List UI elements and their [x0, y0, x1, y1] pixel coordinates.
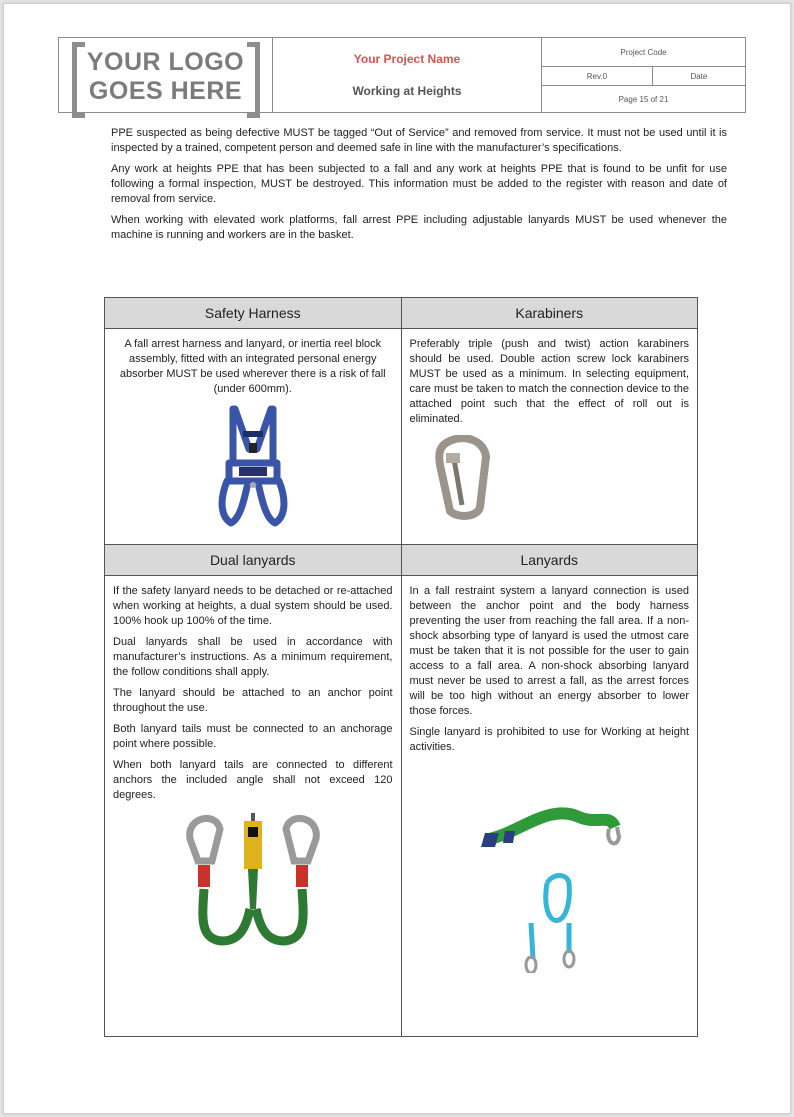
karabiners-text: Preferably triple (push and twist) action karabiners should be used. Double action screw lock karabiners MUST be used as a minimum. In selecting equipment, care must be taken to match the connection device to the attached point such that the effect of roll out is eliminated. — [409, 338, 689, 425]
intro-paragraph: PPE suspected as being defective MUST be tagged “Out of Service” and removed from service. It must not be used until it is inspected by a trained, competent person and deemed safe in line with the manufacturer’s specifications. — [111, 127, 727, 154]
lanyards-paragraph: Single lanyard is prohibited to use for Working at height activities. — [409, 726, 689, 753]
dual-lanyards-paragraph: Dual lanyards shall be used in accordance with manufacturer’s instructions. As a minimum requirement, the follow conditions shall apply. — [113, 636, 393, 678]
logo-line-2: GOES HERE — [88, 77, 243, 105]
header-safety-harness: Safety Harness — [105, 298, 402, 329]
safety-harness-icon — [213, 405, 293, 529]
revision: Rev.0 — [542, 67, 653, 86]
dual-lanyards-paragraph: The lanyard should be attached to an anchor point throughout the use. — [113, 687, 393, 714]
cell-dual-lanyards — [105, 576, 402, 1037]
lanyards-text — [402, 576, 698, 755]
header-lanyards: Lanyards — [401, 545, 698, 576]
logo-cell — [59, 38, 273, 113]
cell-lanyards — [401, 576, 698, 1037]
dual-lanyards-paragraph: If the safety lanyard needs to be detached or re-attached when working at heights, a dual system should be used. 100% hook up 100% of the time. — [113, 585, 393, 627]
dual-lanyards-text — [105, 576, 401, 803]
project-name: Your Project Name — [353, 52, 461, 66]
cell-karabiners — [401, 329, 698, 545]
document-title: Working at Heights — [352, 84, 462, 98]
project-code: Project Code — [542, 38, 746, 67]
document-page — [3, 3, 791, 1114]
page-number: Page 15 of 21 — [542, 86, 746, 113]
dual-lanyards-paragraph: When both lanyard tails are connected to different anchors the included angle shall not exceed 120 degrees. — [113, 759, 393, 801]
ppe-table — [104, 297, 698, 1037]
date-label: Date — [652, 67, 745, 86]
karabiner-icon — [432, 435, 492, 521]
intro-paragraph: Any work at heights PPE that has been subjected to a fall and any work at heights PPE that is found to be unfit for use following a formal inspection, MUST be destroyed. This information must be added to the register with reason and date of removal from service. — [111, 163, 727, 205]
header-karabiners: Karabiners — [401, 298, 698, 329]
document-header — [58, 37, 746, 113]
header-dual-lanyards: Dual lanyards — [105, 545, 402, 576]
project-cell — [273, 38, 542, 113]
intro-paragraph: When working with elevated work platforms, fall arrest PPE including adjustable lanyards MUST be used whenever the machine is running and workers are in the basket. — [111, 214, 727, 241]
lanyards-paragraph: In a fall restraint system a lanyard connection is used between the anchor point and the body harness preventing the user from reaching the fall area. If a non-shock absorbing type of lanyard is used the utmost care must be taken that it is not possible for the user to gain access to a fall area. A non-shock absorbing lanyard must never be used to arrest a fall, as the arrest forces will be too high without an energy absorber to lower those forces. — [409, 585, 689, 717]
intro-text — [111, 126, 727, 249]
logo-line-1: YOUR LOGO — [86, 48, 245, 76]
lanyard-icon — [469, 773, 629, 973]
cell-safety-harness — [105, 329, 402, 545]
safety-harness-text: A fall arrest harness and lanyard, or inertia reel block assembly, fitted with an integrated personal energy absorber MUST be used wherever there is a risk of fall (under 600mm). — [119, 338, 386, 395]
logo-placeholder — [66, 40, 266, 110]
dual-lanyards-paragraph: Both lanyard tails must be connected to an anchorage point where possible. — [113, 723, 393, 750]
dual-lanyard-icon — [178, 809, 328, 949]
